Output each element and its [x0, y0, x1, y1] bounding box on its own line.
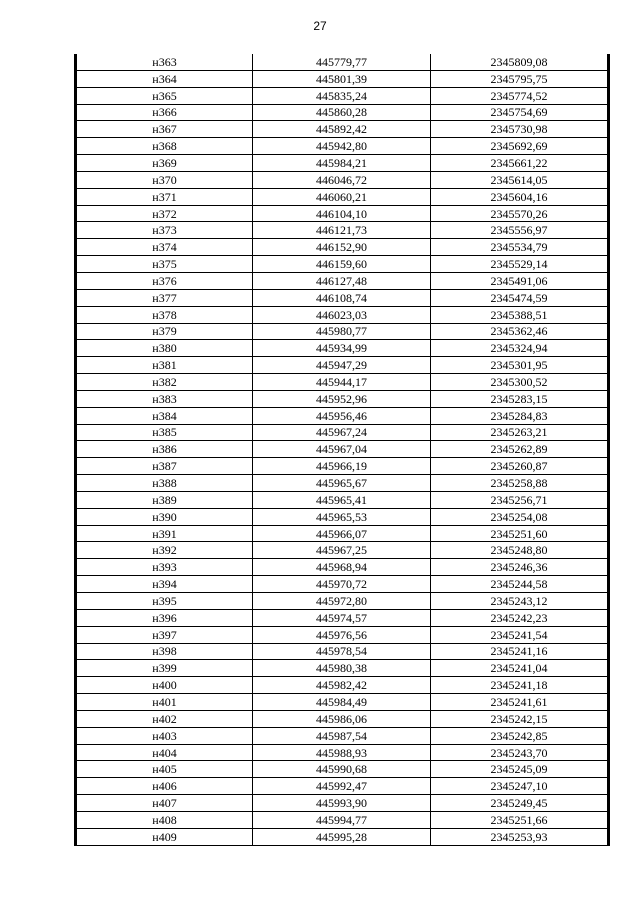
- x-coordinate-cell: 445986,06: [253, 710, 431, 727]
- point-id-cell: н378: [76, 306, 253, 323]
- table-row: [76, 508, 609, 525]
- point-id-cell: н371: [76, 188, 253, 205]
- point-id-cell: н400: [76, 677, 253, 694]
- y-coordinate-cell: 2345241,04: [431, 660, 609, 677]
- y-coordinate-cell: 2345242,23: [431, 609, 609, 626]
- table-row: [76, 795, 609, 812]
- point-id-cell: н379: [76, 323, 253, 340]
- table-row: [76, 778, 609, 795]
- table-row: [76, 727, 609, 744]
- x-coordinate-cell: 445967,04: [253, 441, 431, 458]
- point-id-cell: н368: [76, 138, 253, 155]
- point-id-cell: н366: [76, 104, 253, 121]
- point-id-cell: н373: [76, 222, 253, 239]
- y-coordinate-cell: 2345258,88: [431, 475, 609, 492]
- y-coordinate-cell: 2345242,15: [431, 710, 609, 727]
- table-row: [76, 256, 609, 273]
- y-coordinate-cell: 2345260,87: [431, 458, 609, 475]
- point-id-cell: н406: [76, 778, 253, 795]
- x-coordinate-cell: 445968,94: [253, 559, 431, 576]
- y-coordinate-cell: 2345491,06: [431, 272, 609, 289]
- x-coordinate-cell: 446159,60: [253, 256, 431, 273]
- table-row: [76, 677, 609, 694]
- y-coordinate-cell: 2345754,69: [431, 104, 609, 121]
- x-coordinate-cell: 445801,39: [253, 70, 431, 87]
- x-coordinate-cell: 446060,21: [253, 188, 431, 205]
- y-coordinate-cell: 2345692,69: [431, 138, 609, 155]
- table-row: [76, 660, 609, 677]
- table-row: [76, 475, 609, 492]
- y-coordinate-cell: 2345529,14: [431, 256, 609, 273]
- point-id-cell: н392: [76, 542, 253, 559]
- point-id-cell: н377: [76, 289, 253, 306]
- page-number: 27: [313, 19, 327, 33]
- x-coordinate-cell: 445970,72: [253, 576, 431, 593]
- table-row: [76, 390, 609, 407]
- y-coordinate-cell: 2345256,71: [431, 491, 609, 508]
- y-coordinate-cell: 2345263,21: [431, 424, 609, 441]
- table-row: [76, 424, 609, 441]
- x-coordinate-cell: 445990,68: [253, 761, 431, 778]
- point-id-cell: н394: [76, 576, 253, 593]
- table-row: [76, 542, 609, 559]
- x-coordinate-cell: 445835,24: [253, 87, 431, 104]
- x-coordinate-cell: 445988,93: [253, 744, 431, 761]
- table-row: [76, 811, 609, 828]
- point-id-cell: н395: [76, 593, 253, 610]
- y-coordinate-cell: 2345241,18: [431, 677, 609, 694]
- x-coordinate-cell: 445967,25: [253, 542, 431, 559]
- table-row: [76, 54, 609, 70]
- point-id-cell: н409: [76, 828, 253, 845]
- table-row: [76, 323, 609, 340]
- y-coordinate-cell: 2345245,09: [431, 761, 609, 778]
- x-coordinate-cell: 445947,29: [253, 357, 431, 374]
- y-coordinate-cell: 2345474,59: [431, 289, 609, 306]
- table-row: [76, 272, 609, 289]
- x-coordinate-cell: 445892,42: [253, 121, 431, 138]
- x-coordinate-cell: 445952,96: [253, 390, 431, 407]
- point-id-cell: н380: [76, 340, 253, 357]
- table-row: [76, 340, 609, 357]
- x-coordinate-cell: 445987,54: [253, 727, 431, 744]
- table-row: [76, 593, 609, 610]
- y-coordinate-cell: 2345301,95: [431, 357, 609, 374]
- table-row: [76, 171, 609, 188]
- y-coordinate-cell: 2345388,51: [431, 306, 609, 323]
- x-coordinate-cell: 445976,56: [253, 626, 431, 643]
- point-id-cell: н393: [76, 559, 253, 576]
- point-id-cell: н384: [76, 407, 253, 424]
- y-coordinate-cell: 2345809,08: [431, 54, 609, 70]
- x-coordinate-cell: 445967,24: [253, 424, 431, 441]
- table-row: [76, 626, 609, 643]
- point-id-cell: н364: [76, 70, 253, 87]
- y-coordinate-cell: 2345244,58: [431, 576, 609, 593]
- table-row: [76, 559, 609, 576]
- x-coordinate-cell: 445984,49: [253, 694, 431, 711]
- point-id-cell: н408: [76, 811, 253, 828]
- x-coordinate-cell: 445978,54: [253, 643, 431, 660]
- x-coordinate-cell: 445965,67: [253, 475, 431, 492]
- table-row: [76, 239, 609, 256]
- y-coordinate-cell: 2345795,75: [431, 70, 609, 87]
- x-coordinate-cell: 445982,42: [253, 677, 431, 694]
- point-id-cell: н372: [76, 205, 253, 222]
- table-row: [76, 104, 609, 121]
- table-row: [76, 306, 609, 323]
- point-id-cell: н399: [76, 660, 253, 677]
- y-coordinate-cell: 2345604,16: [431, 188, 609, 205]
- x-coordinate-cell: 445984,21: [253, 155, 431, 172]
- x-coordinate-cell: 445995,28: [253, 828, 431, 845]
- point-id-cell: н386: [76, 441, 253, 458]
- x-coordinate-cell: 446104,10: [253, 205, 431, 222]
- x-coordinate-cell: 446152,90: [253, 239, 431, 256]
- table-row: [76, 491, 609, 508]
- x-coordinate-cell: 445993,90: [253, 795, 431, 812]
- x-coordinate-cell: 445934,99: [253, 340, 431, 357]
- y-coordinate-cell: 2345249,45: [431, 795, 609, 812]
- point-id-cell: н385: [76, 424, 253, 441]
- table-row: [76, 643, 609, 660]
- table-row: [76, 744, 609, 761]
- point-id-cell: н363: [76, 54, 253, 70]
- table-row: [76, 694, 609, 711]
- x-coordinate-cell: 446127,48: [253, 272, 431, 289]
- point-id-cell: н387: [76, 458, 253, 475]
- x-coordinate-cell: 445965,53: [253, 508, 431, 525]
- y-coordinate-cell: 2345774,52: [431, 87, 609, 104]
- point-id-cell: н383: [76, 390, 253, 407]
- x-coordinate-cell: 445974,57: [253, 609, 431, 626]
- table-row: [76, 441, 609, 458]
- point-id-cell: н365: [76, 87, 253, 104]
- y-coordinate-cell: 2345661,22: [431, 155, 609, 172]
- x-coordinate-cell: 445966,07: [253, 525, 431, 542]
- point-id-cell: н398: [76, 643, 253, 660]
- y-coordinate-cell: 2345241,16: [431, 643, 609, 660]
- point-id-cell: н391: [76, 525, 253, 542]
- table-row: [76, 710, 609, 727]
- point-id-cell: н370: [76, 171, 253, 188]
- y-coordinate-cell: 2345324,94: [431, 340, 609, 357]
- y-coordinate-cell: 2345262,89: [431, 441, 609, 458]
- y-coordinate-cell: 2345254,08: [431, 508, 609, 525]
- x-coordinate-cell: 445944,17: [253, 374, 431, 391]
- y-coordinate-cell: 2345242,85: [431, 727, 609, 744]
- table-row: [76, 205, 609, 222]
- y-coordinate-cell: 2345253,93: [431, 828, 609, 845]
- coordinates-table-body: [76, 54, 609, 845]
- x-coordinate-cell: 445992,47: [253, 778, 431, 795]
- point-id-cell: н382: [76, 374, 253, 391]
- table-row: [76, 87, 609, 104]
- table-row: [76, 155, 609, 172]
- table-row: [76, 525, 609, 542]
- y-coordinate-cell: 2345534,79: [431, 239, 609, 256]
- table-row: [76, 576, 609, 593]
- y-coordinate-cell: 2345300,52: [431, 374, 609, 391]
- point-id-cell: н374: [76, 239, 253, 256]
- table-row: [76, 828, 609, 845]
- y-coordinate-cell: 2345251,66: [431, 811, 609, 828]
- x-coordinate-cell: 445965,41: [253, 491, 431, 508]
- x-coordinate-cell: 445860,28: [253, 104, 431, 121]
- y-coordinate-cell: 2345614,05: [431, 171, 609, 188]
- x-coordinate-cell: 445942,80: [253, 138, 431, 155]
- coordinates-table: [74, 54, 610, 846]
- point-id-cell: н402: [76, 710, 253, 727]
- y-coordinate-cell: 2345362,46: [431, 323, 609, 340]
- x-coordinate-cell: 445966,19: [253, 458, 431, 475]
- table-row: [76, 458, 609, 475]
- table-row: [76, 222, 609, 239]
- point-id-cell: н405: [76, 761, 253, 778]
- point-id-cell: н401: [76, 694, 253, 711]
- y-coordinate-cell: 2345570,26: [431, 205, 609, 222]
- table-row: [76, 138, 609, 155]
- point-id-cell: н389: [76, 491, 253, 508]
- y-coordinate-cell: 2345556,97: [431, 222, 609, 239]
- x-coordinate-cell: 446046,72: [253, 171, 431, 188]
- y-coordinate-cell: 2345730,98: [431, 121, 609, 138]
- x-coordinate-cell: 445980,38: [253, 660, 431, 677]
- point-id-cell: н375: [76, 256, 253, 273]
- point-id-cell: н396: [76, 609, 253, 626]
- point-id-cell: н404: [76, 744, 253, 761]
- y-coordinate-cell: 2345247,10: [431, 778, 609, 795]
- x-coordinate-cell: 446023,03: [253, 306, 431, 323]
- table-row: [76, 374, 609, 391]
- x-coordinate-cell: 445956,46: [253, 407, 431, 424]
- y-coordinate-cell: 2345251,60: [431, 525, 609, 542]
- table-row: [76, 121, 609, 138]
- y-coordinate-cell: 2345284,83: [431, 407, 609, 424]
- point-id-cell: н369: [76, 155, 253, 172]
- table-row: [76, 761, 609, 778]
- y-coordinate-cell: 2345246,36: [431, 559, 609, 576]
- y-coordinate-cell: 2345243,12: [431, 593, 609, 610]
- point-id-cell: н388: [76, 475, 253, 492]
- y-coordinate-cell: 2345243,70: [431, 744, 609, 761]
- table-row: [76, 407, 609, 424]
- table-row: [76, 70, 609, 87]
- y-coordinate-cell: 2345241,54: [431, 626, 609, 643]
- point-id-cell: н397: [76, 626, 253, 643]
- point-id-cell: н381: [76, 357, 253, 374]
- x-coordinate-cell: 445980,77: [253, 323, 431, 340]
- point-id-cell: н403: [76, 727, 253, 744]
- point-id-cell: н367: [76, 121, 253, 138]
- x-coordinate-cell: 445994,77: [253, 811, 431, 828]
- table-row: [76, 357, 609, 374]
- table-row: [76, 188, 609, 205]
- y-coordinate-cell: 2345283,15: [431, 390, 609, 407]
- y-coordinate-cell: 2345241,61: [431, 694, 609, 711]
- y-coordinate-cell: 2345248,80: [431, 542, 609, 559]
- point-id-cell: н407: [76, 795, 253, 812]
- point-id-cell: н390: [76, 508, 253, 525]
- point-id-cell: н376: [76, 272, 253, 289]
- x-coordinate-cell: 445972,80: [253, 593, 431, 610]
- table-row: [76, 289, 609, 306]
- x-coordinate-cell: 446121,73: [253, 222, 431, 239]
- x-coordinate-cell: 446108,74: [253, 289, 431, 306]
- table-row: [76, 609, 609, 626]
- x-coordinate-cell: 445779,77: [253, 54, 431, 70]
